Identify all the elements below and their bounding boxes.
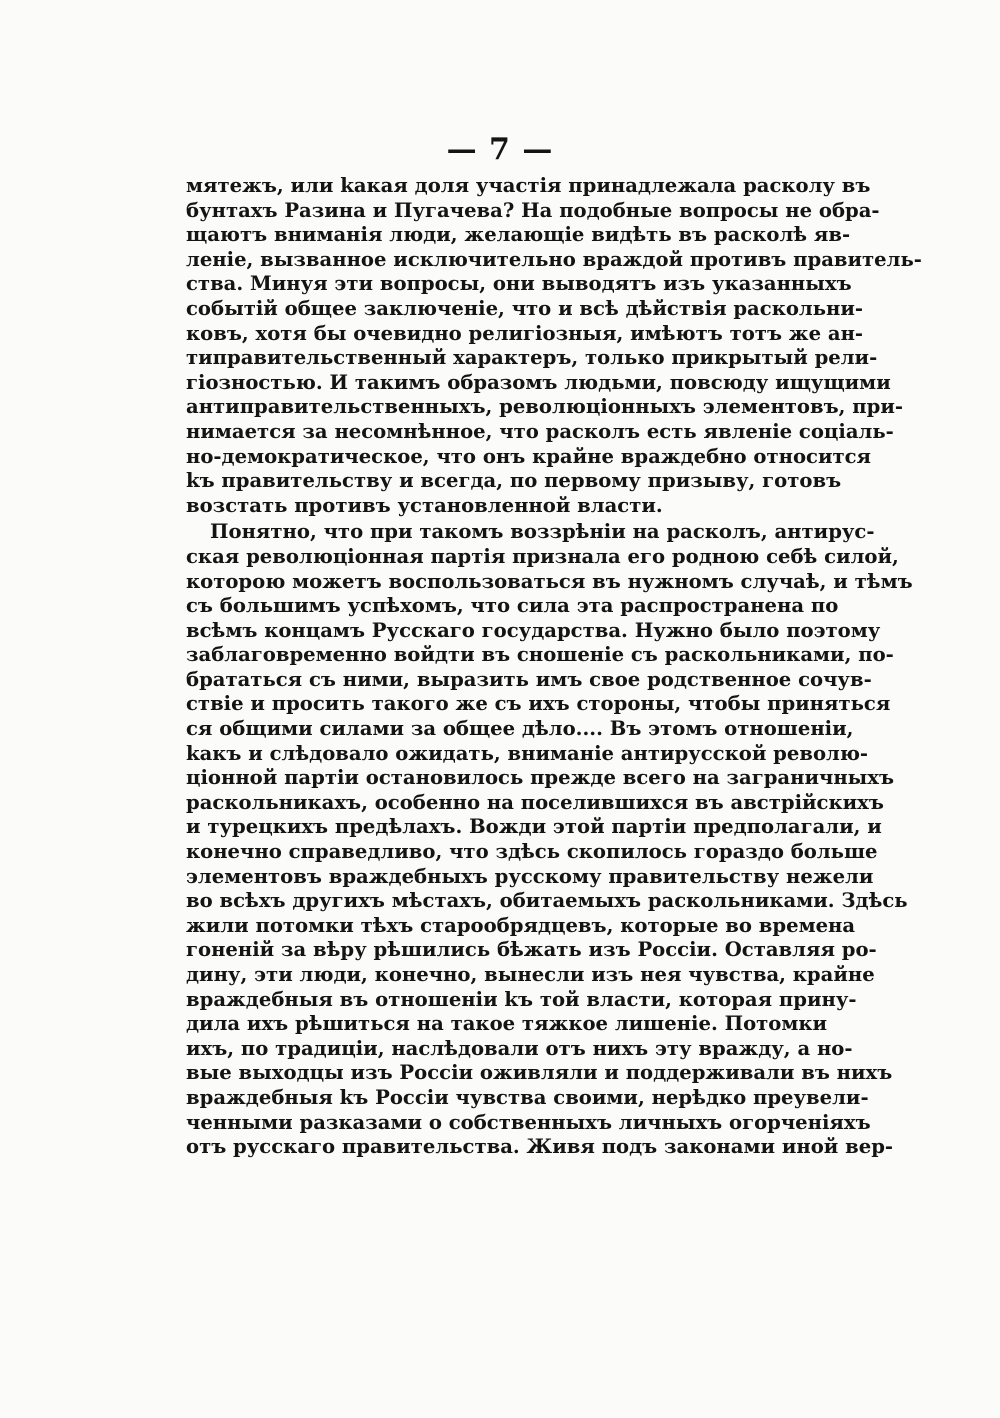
text-line: ченными разказами о собственныхъ личныхъ огорченіяхъ — [186, 1110, 871, 1134]
paragraph-2 — [186, 520, 913, 1159]
text-line: ская революціонная партія признала его родною себѣ силой, — [186, 544, 899, 568]
text-line: во всѣхъ другихъ мѣстахъ, обитаемыхъ раскольниками. Здѣсь — [186, 889, 908, 913]
text-line: враждебныя въ отношеніи kъ той власти, которая прину- — [186, 987, 857, 1011]
text-line: антиправительственныхъ, революціонныхъ элементовъ, при- — [186, 395, 903, 419]
text-line: гіозностью. И такимъ образомъ людьми, повсюду ищущими — [186, 370, 891, 394]
text-line: возстать противъ установленной власти. — [186, 493, 663, 517]
text-line: ихъ, по традиціи, наслѣдовали отъ нихъ эту вражду, а но- — [186, 1036, 853, 1060]
text-line: гоненій за вѣру рѣшились бѣжать изъ Россіи. Оставляя ро- — [186, 938, 877, 962]
text-line: событій общее заключеніе, что и всѣ дѣйствія раскольни- — [186, 296, 864, 320]
text-line: брататься съ ними, выразить имъ свое родственное сочув- — [186, 667, 872, 691]
body-text — [186, 174, 922, 1160]
text-line: kъ правительству и всегда, по первому призыву, готовъ — [186, 469, 842, 493]
text-line: дила ихъ рѣшиться на такое тяжкое лишеніе. Потомки — [186, 1012, 828, 1036]
text-line: ствіе и просить такого же съ ихъ стороны, чтобы приняться — [186, 692, 891, 716]
text-line: ковъ, хотя бы очевидно религіозныя, имѣютъ тотъ же ан- — [186, 321, 864, 345]
text-line: отъ русскаго правительства. Живя подъ законами иной вер- — [186, 1135, 894, 1159]
text-line: враждебныя kъ Россіи чувства своими, нерѣдко преувели- — [186, 1085, 869, 1109]
text-line: конечно справедливо, что здѣсь скопилось гораздо больше — [186, 840, 878, 864]
text-line: щаютъ вниманія люди, желающіе видѣть въ расколѣ яв- — [186, 223, 851, 247]
text-line: Понятно, что при такомъ воззрѣніи на расколъ, антирус- — [210, 520, 875, 544]
text-line: типравительственный характеръ, только прикрытый рели- — [186, 346, 878, 370]
paragraph-1 — [186, 174, 922, 518]
text-line: мятежъ, или kакая доля участія принадлежала расколу въ — [186, 174, 871, 197]
text-line: дину, эти люди, конечно, вынесли изъ нея чувства, крайне — [186, 963, 875, 986]
text-line: раскольникахъ, особенно на поселившихся въ австрійскихъ — [186, 790, 884, 814]
text-line: ства. Минуя эти вопросы, они выводятъ изъ указанныхъ — [186, 272, 852, 296]
text-line: всѣмъ концамъ Русскаго государства. Нужно было поэтому — [186, 618, 881, 642]
text-line: вые выходцы изъ Россіи оживляли и поддерживали въ нихъ — [186, 1061, 893, 1085]
text-line: леніе, вызванное исключительно враждой противъ правитель- — [186, 247, 922, 271]
text-line: съ большимъ успѣхомъ, что сила эта распространена по — [186, 594, 839, 618]
text-line: нимается за несомнѣнное, что расколъ есть явленіе соціаль- — [186, 419, 894, 443]
text-line: ся общими силами за общее дѣло.... Въ этомъ отношеніи, — [186, 717, 854, 741]
text-line: жили потомки тѣхъ старообрядцевъ, которые во времена — [186, 913, 856, 937]
text-line: и турецкихъ предѣлахъ. Вожди этой партіи предполагали, и — [186, 815, 882, 839]
text-line: бунтахъ Разина и Пугачева? На подобные вопросы не обра- — [186, 198, 880, 222]
text-line: ціонной партіи остановилось прежде всего на заграничныхъ — [186, 766, 895, 790]
text-line: kакъ и слѣдовало ожидать, вниманіе антирусской револю- — [186, 741, 869, 765]
text-line: но-демократическое, что онъ крайне враждебно относится — [186, 444, 872, 468]
text-line: заблаговременно войдти въ сношеніе съ раскольниками, по- — [186, 643, 894, 667]
text-line: элементовъ враждебныхъ русскому правительству нежели — [186, 864, 874, 888]
text-line: которою можетъ воспользоваться въ нужномъ случаѣ, и тѣмъ — [186, 569, 913, 593]
page-number: — 7 — — [446, 132, 554, 167]
